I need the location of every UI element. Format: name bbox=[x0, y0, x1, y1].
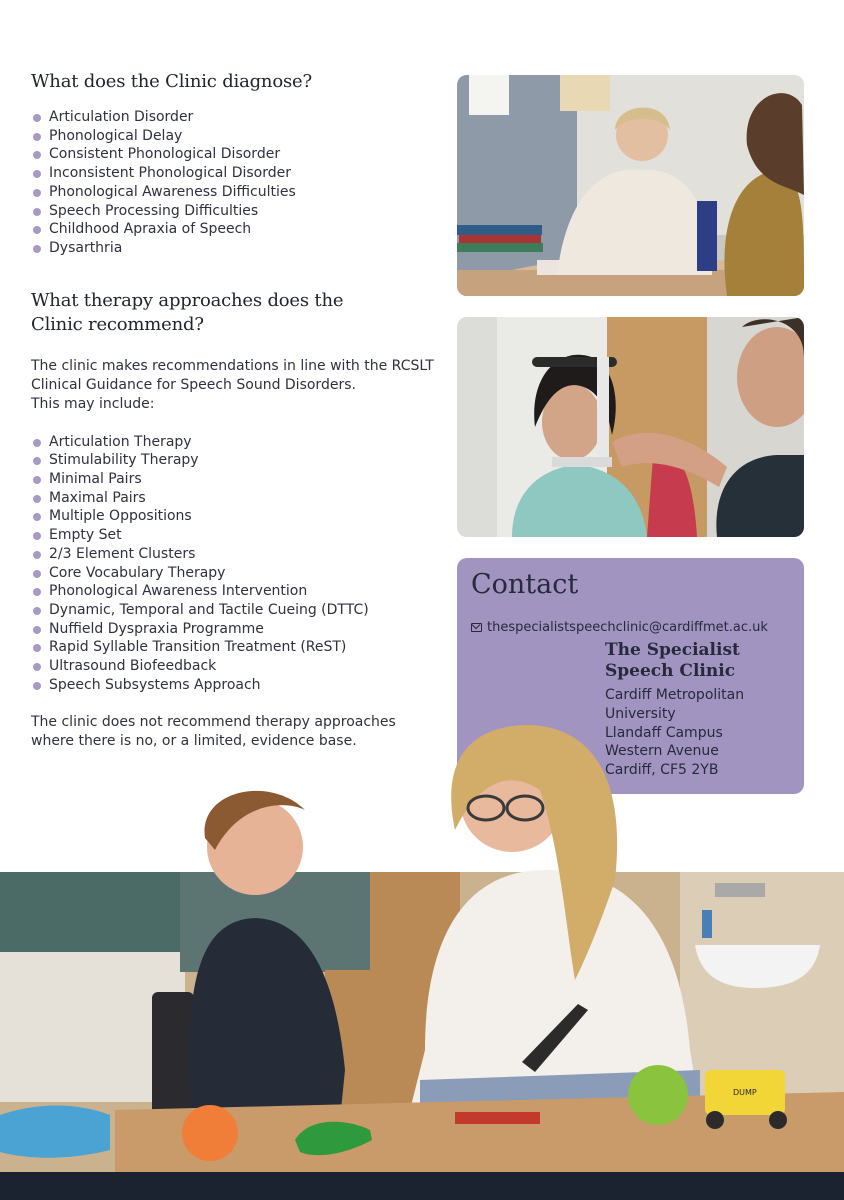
clinic-name bbox=[605, 640, 785, 682]
therapy-intro-line3: This may include: bbox=[31, 395, 155, 412]
therapy-closing-line1: The clinic does not recommend therapy approaches bbox=[31, 714, 396, 731]
bullet-dot-icon bbox=[33, 245, 41, 253]
list-item-label: Ultrasound Biofeedback bbox=[49, 658, 217, 675]
list-item bbox=[31, 145, 451, 164]
list-item-label: 2/3 Element Clusters bbox=[49, 545, 196, 562]
bullet-dot-icon bbox=[33, 208, 41, 216]
therapy-heading-line1: What therapy approaches does the bbox=[31, 289, 344, 311]
bullet-dot-icon bbox=[33, 495, 41, 503]
clinic-name-line2: Speech Clinic bbox=[605, 661, 736, 681]
list-item-label: Phonological Awareness Intervention bbox=[49, 583, 308, 600]
list-item-label: Inconsistent Phonological Disorder bbox=[49, 165, 291, 182]
bullet-dot-icon bbox=[33, 588, 41, 596]
list-item bbox=[31, 470, 451, 489]
list-item bbox=[31, 451, 451, 470]
list-item bbox=[31, 183, 451, 202]
list-item bbox=[31, 676, 451, 695]
list-item bbox=[31, 489, 451, 508]
list-item-label: Articulation Disorder bbox=[49, 109, 194, 125]
address-line: Cardiff, CF5 2YB bbox=[605, 762, 719, 779]
therapy-intro bbox=[31, 357, 451, 414]
list-item-label: Maximal Pairs bbox=[49, 489, 146, 506]
list-item-label: Nuffield Dyspraxia Programme bbox=[49, 620, 264, 637]
list-item bbox=[31, 657, 451, 676]
toy-truck-label: DUMP bbox=[733, 1088, 757, 1097]
list-item-label: Minimal Pairs bbox=[49, 471, 142, 488]
diagnose-list bbox=[31, 108, 451, 258]
photo-therapy-session bbox=[0, 720, 844, 1175]
clinic-name-line1: The Specialist bbox=[605, 640, 740, 660]
list-item bbox=[31, 220, 451, 239]
bullet-dot-icon bbox=[33, 513, 41, 521]
bullet-dot-icon bbox=[33, 551, 41, 559]
bullet-dot-icon bbox=[33, 626, 41, 634]
address-line: University bbox=[605, 705, 676, 722]
list-item bbox=[31, 239, 451, 258]
list-item bbox=[31, 564, 451, 583]
list-item bbox=[31, 164, 451, 183]
list-item-label: Core Vocabulary Therapy bbox=[49, 564, 226, 581]
list-item bbox=[31, 433, 451, 452]
list-item-label: Articulation Therapy bbox=[49, 433, 192, 450]
address-line: Western Avenue bbox=[605, 743, 719, 760]
list-item-label: Multiple Oppositions bbox=[49, 508, 192, 525]
list-item-label: Rapid Syllable Transition Treatment (ReST) bbox=[49, 639, 347, 656]
bullet-dot-icon bbox=[33, 457, 41, 465]
bullet-dot-icon bbox=[33, 189, 41, 197]
bullet-dot-icon bbox=[33, 114, 41, 122]
contact-email-row bbox=[471, 620, 790, 635]
therapy-intro-line2: Clinical Guidance for Speech Sound Disorders. bbox=[31, 376, 356, 393]
diagnose-heading: What does the Clinic diagnose? bbox=[31, 71, 312, 92]
bullet-dot-icon bbox=[33, 226, 41, 234]
bullet-dot-icon bbox=[33, 151, 41, 159]
therapy-closing-line2: where there is no, or a limited, evidence base. bbox=[31, 733, 357, 750]
bullet-dot-icon bbox=[33, 476, 41, 484]
list-item bbox=[31, 582, 451, 601]
list-item bbox=[31, 507, 451, 526]
list-item bbox=[31, 638, 451, 657]
photo-ultrasound-headset bbox=[457, 317, 804, 537]
list-item bbox=[31, 127, 451, 146]
bullet-dot-icon bbox=[33, 439, 41, 447]
therapy-heading bbox=[31, 289, 451, 337]
list-item-label: Phonological Delay bbox=[49, 127, 183, 144]
list-item bbox=[31, 601, 451, 620]
left-column bbox=[31, 70, 451, 751]
list-item bbox=[31, 202, 451, 221]
photo-clinician-desk bbox=[457, 75, 804, 296]
mail-icon bbox=[471, 623, 482, 632]
bullet-dot-icon bbox=[33, 133, 41, 141]
list-item-label: Stimulability Therapy bbox=[49, 452, 199, 469]
bullet-dot-icon bbox=[33, 682, 41, 690]
list-item-label: Childhood Apraxia of Speech bbox=[49, 221, 252, 238]
footer-bar bbox=[0, 1172, 844, 1200]
list-item-label: Phonological Awareness Difficulties bbox=[49, 183, 296, 200]
therapy-list bbox=[31, 433, 451, 695]
list-item-label: Dysarthria bbox=[49, 239, 123, 256]
bullet-dot-icon bbox=[33, 663, 41, 671]
list-item-label: Dynamic, Temporal and Tactile Cueing (DTTC) bbox=[49, 601, 369, 618]
address-line: Llandaff Campus bbox=[605, 724, 723, 741]
list-item-label: Consistent Phonological Disorder bbox=[49, 146, 281, 163]
bullet-dot-icon bbox=[33, 607, 41, 615]
therapy-heading-line2: Clinic recommend? bbox=[31, 313, 204, 335]
bullet-dot-icon bbox=[33, 532, 41, 540]
bullet-dot-icon bbox=[33, 170, 41, 178]
address-line: Cardiff Metropolitan bbox=[605, 687, 745, 703]
list-item bbox=[31, 108, 451, 127]
list-item-label: Speech Subsystems Approach bbox=[49, 676, 261, 693]
therapy-intro-line1: The clinic makes recommendations in line with the RCSLT bbox=[31, 357, 434, 374]
contact-email-link[interactable]: thespecialistspeechclinic@cardiffmet.ac.uk bbox=[487, 620, 768, 635]
bullet-dot-icon bbox=[33, 644, 41, 652]
bullet-dot-icon bbox=[33, 570, 41, 578]
list-item bbox=[31, 545, 451, 564]
list-item bbox=[31, 620, 451, 639]
list-item-label: Empty Set bbox=[49, 527, 122, 544]
list-item bbox=[31, 526, 451, 545]
contact-title: Contact bbox=[471, 569, 579, 600]
list-item-label: Speech Processing Difficulties bbox=[49, 202, 259, 219]
